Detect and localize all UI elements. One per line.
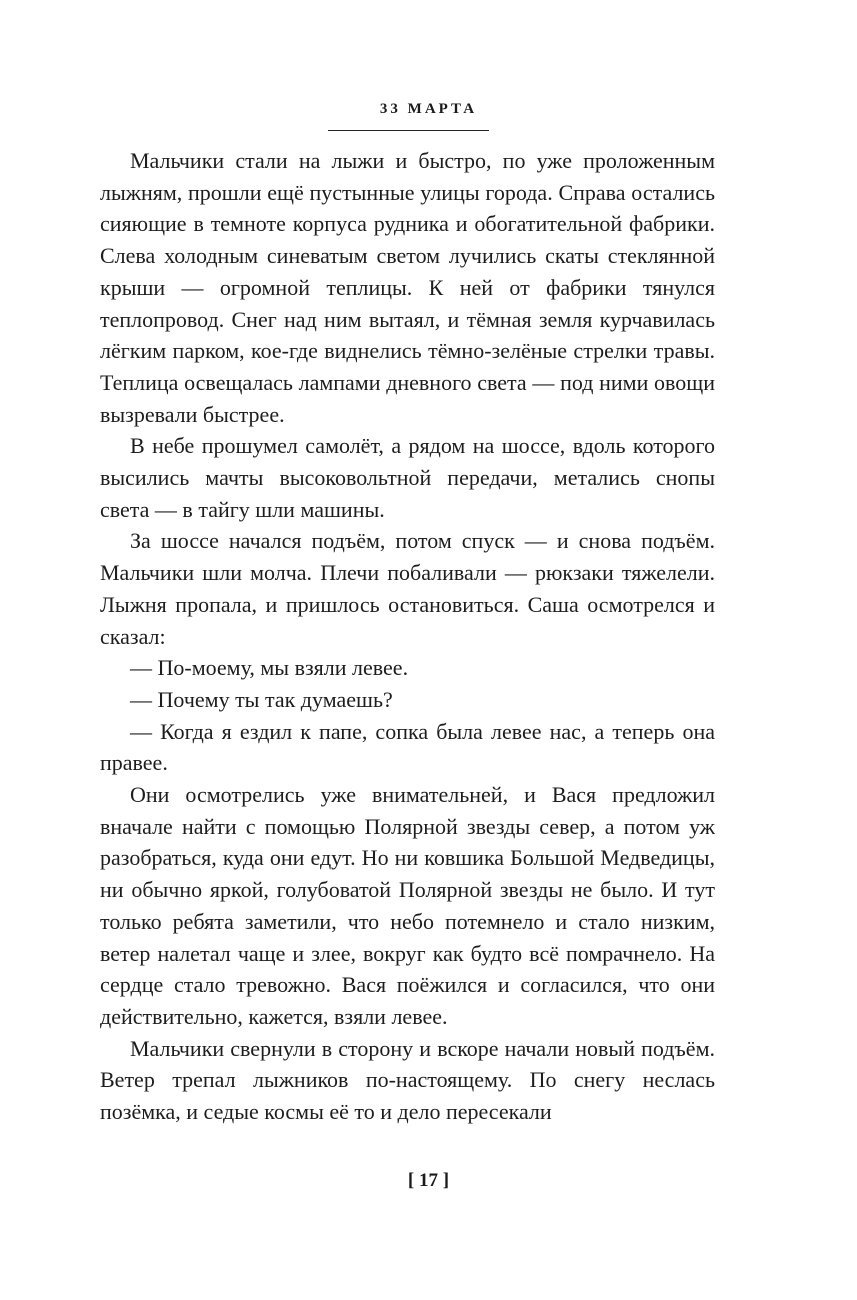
paragraph-5: Мальчики свернули в сторону и вскоре начали новый подъём. Ветер трепал лыжников по-настоящему. По снегу неслась позёмка, и седые космы её то и дело пересекали	[100, 1035, 715, 1125]
paragraph-1: Мальчики стали на лыжи и быстро, по уже проложенным лыжням, прошли ещё пустынные улицы города. Справа остались сияющие в темноте корпуса рудника и обогатительной фабрики. Слева холодным синеватым светом лучились скаты стеклянной крыши — огромной теплицы. К ней от фабрики тянулся теплопровод. Снег над ним вытаял, и тёмная земля курчавилась лёгким парком, кое-где виднелись тёмно-зелёные стрелки травы. Теплица освещалась лампами дневного света — под ними овощи вызревали быстрее.	[100, 148, 715, 427]
paragraph-2: В небе прошумел самолёт, а рядом на шоссе, вдоль которого высились мачты высоковольтной передачи, метались снопы света — в тайгу шли машины.	[100, 433, 715, 522]
running-head: 33 МАРТА	[379, 101, 478, 117]
paragraph-4: Они осмотрелись уже внимательней, и Вася предложил вначале найти с помощью Полярной звезды север, а потом уж разобраться, куда они едут. Но ни ковшика Большой Медведицы, ни обычно яркой, голубоватой Полярной звезды не было. И тут только ребята заметили, что небо потемнело и стало низким, ветер налетал чаще и злее, вокруг как будто всё помрачнело. На сердце стало тревожно. Вася поёжился и согласился, что они действительно, кажется, взяли левее.	[100, 782, 715, 1029]
page-number: [ 17 ]	[407, 1170, 450, 1191]
dialogue-line-2: — Почему ты так думаешь?	[130, 686, 393, 712]
body-text	[100, 145, 715, 1128]
dialogue-line-3: — Когда я ездил к папе, сопка была левее нас, а теперь она правее.	[100, 718, 715, 776]
paragraph-3: За шоссе начался подъём, потом спуск — и снова подъём. Мальчики шли молча. Плечи побаливали — рюкзаки тяжелели. Лыжня пропала, и пришлось остановиться. Саша осмотрелся и сказал:	[100, 528, 715, 649]
header-rule	[328, 130, 489, 131]
dialogue-line-1: — По-моему, мы взяли левее.	[130, 655, 409, 681]
